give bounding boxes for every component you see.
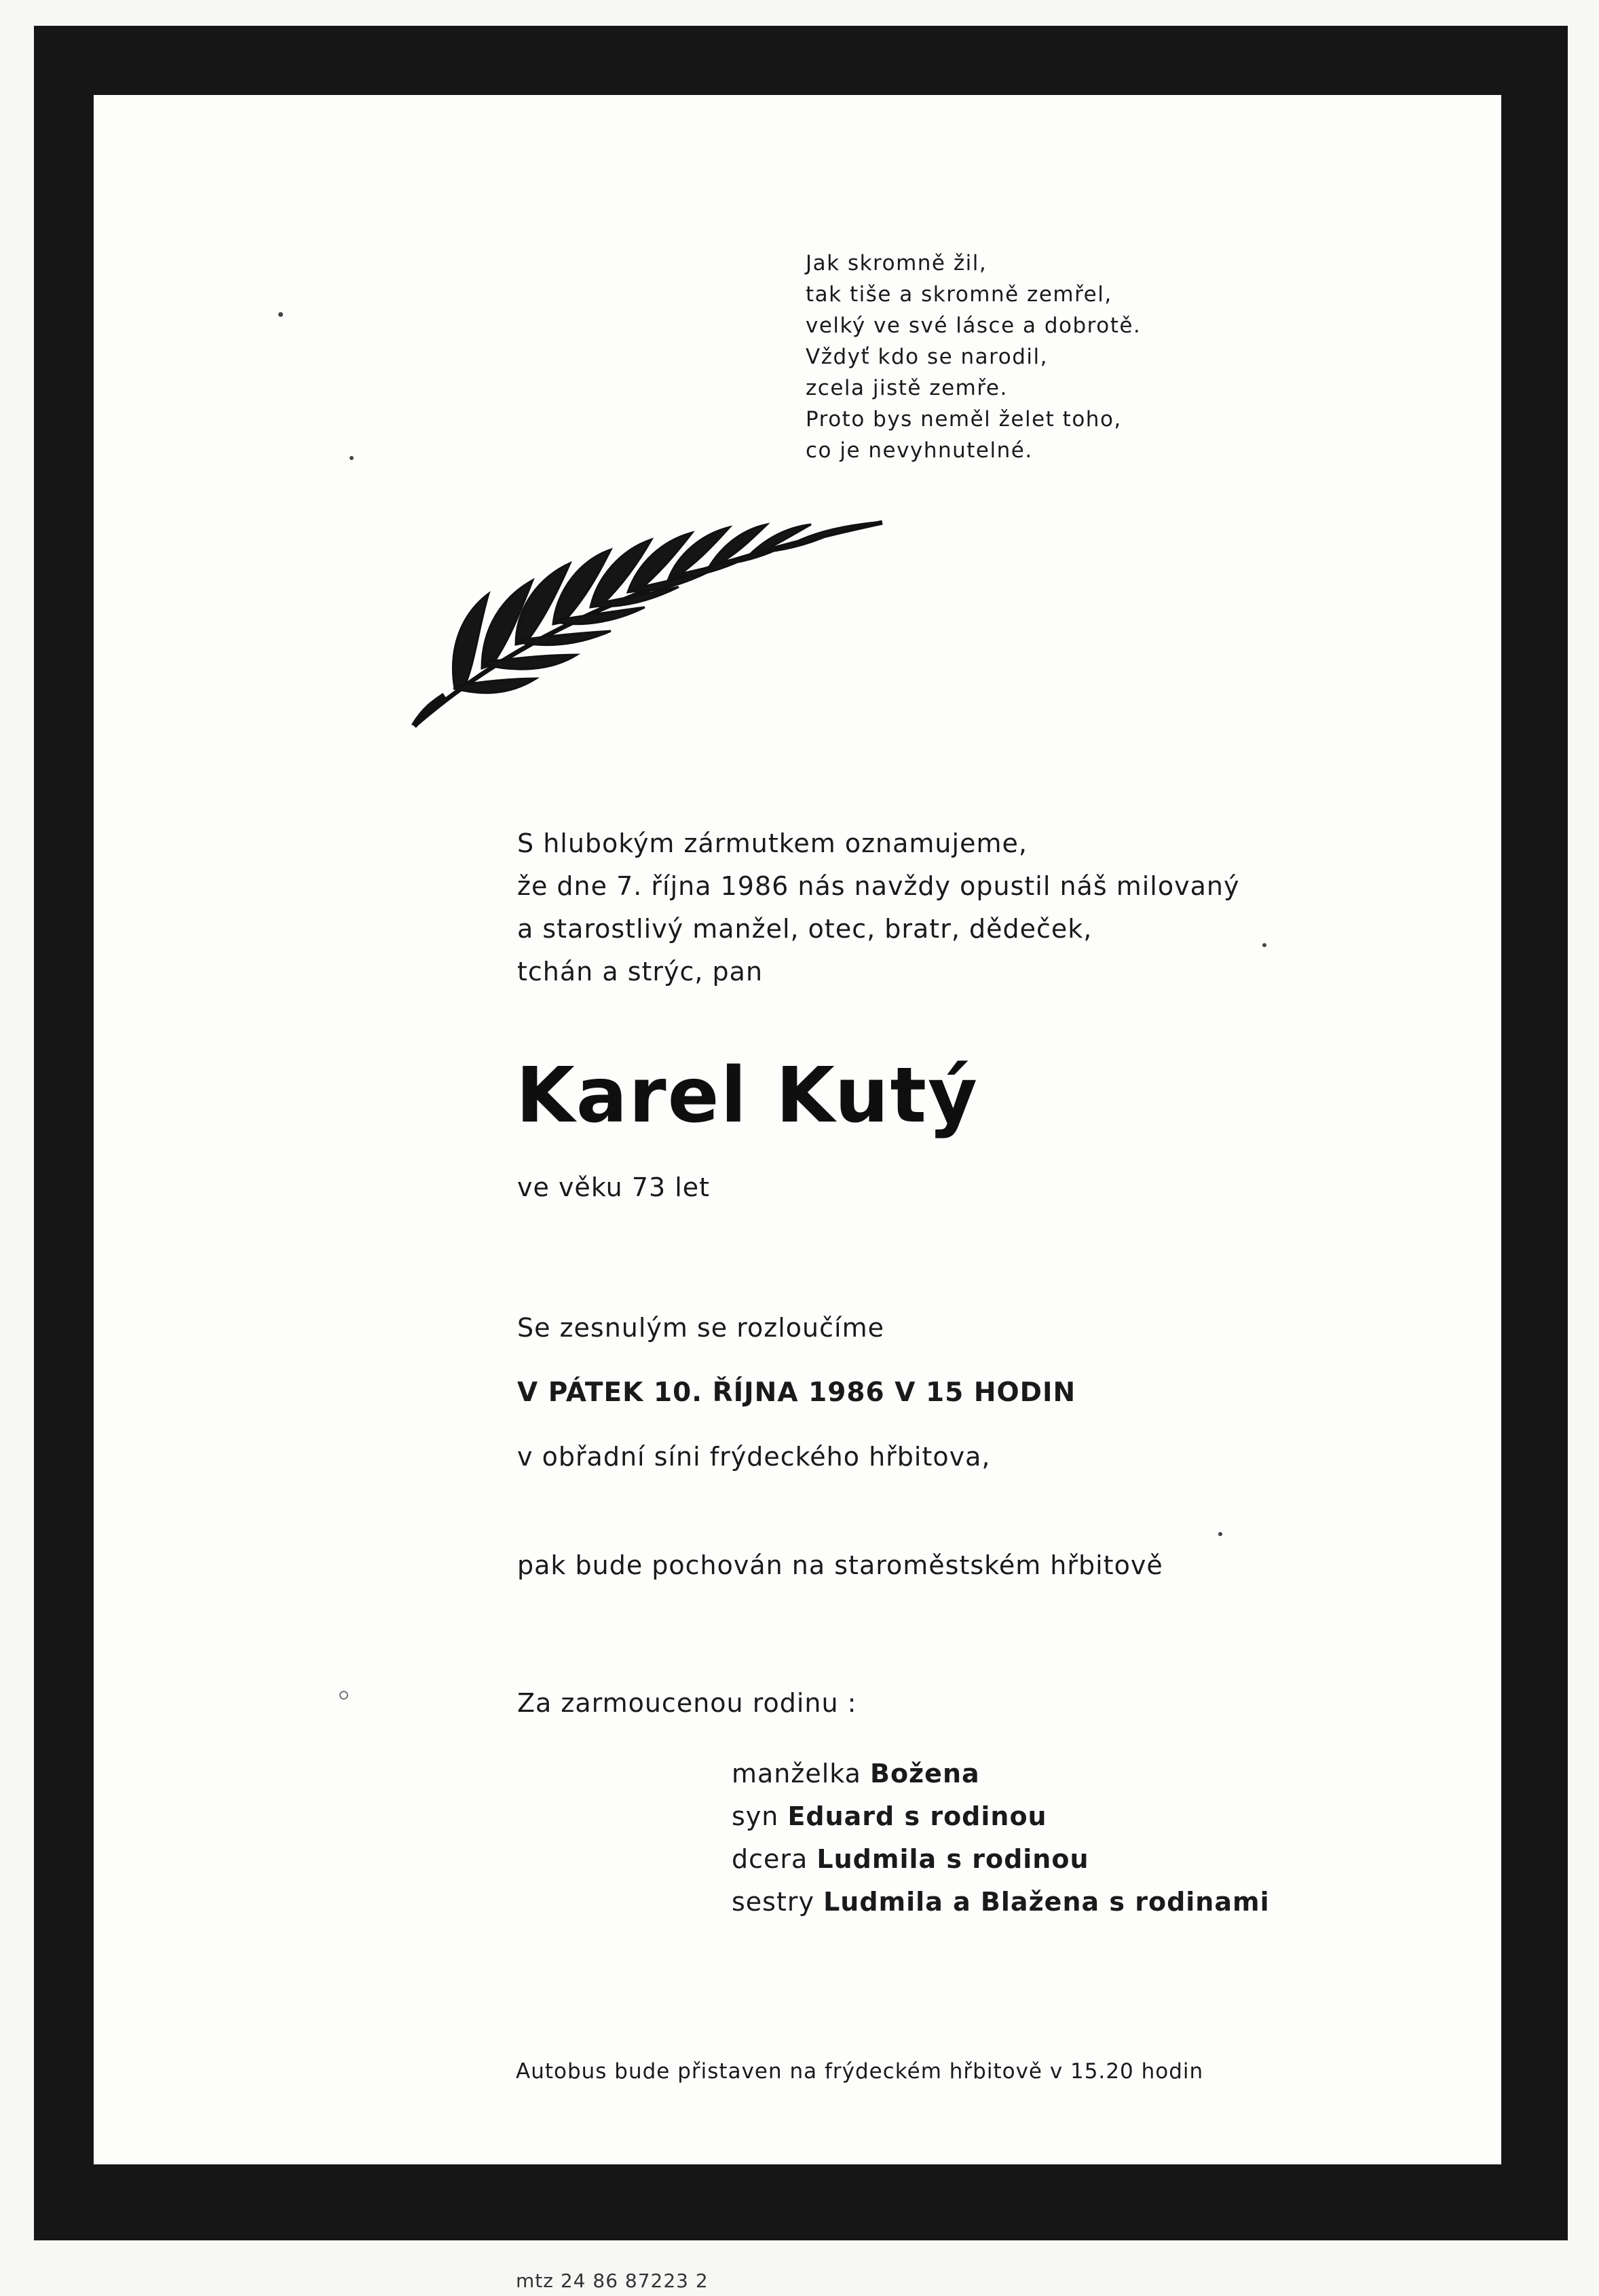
family-relation: manželka [732,1759,870,1788]
print-code: mtz 24 86 87223 2 [516,2270,709,2292]
paper-speck [1262,943,1266,947]
family-names: Ludmila a Blažena s rodinami [823,1887,1270,1917]
family-names: Ludmila s rodinou [816,1844,1089,1874]
mourning-border-left [34,26,94,2240]
announcement [517,822,1399,993]
ceremony-place: v obřadní síni frýdeckého hřbitova, [517,1442,991,1472]
mourning-border-top [34,26,1568,95]
poem-line: Vždyť kdo se narodil, [806,345,1048,369]
paper-speck [339,1691,348,1700]
mourning-border-bottom [34,2164,1568,2240]
announcement-line: S hlubokým zármutkem oznamujeme, [517,828,1028,858]
family-names: Božena [869,1759,980,1788]
family-intro: Za zarmoucenou rodinu : [517,1688,857,1718]
poem-line: Proto bys neměl želet toho, [806,407,1122,432]
poem-line: co je nevyhnutelné. [806,438,1033,463]
family-relation: syn [732,1801,788,1831]
family-relation: dcera [732,1844,817,1874]
poem [806,248,1226,466]
paper-speck [350,456,354,460]
family-list [732,1753,1270,1924]
burial-text: pak bude pochován na staroměstském hřbitově [517,1550,1163,1580]
poem-line: tak tiše a skromně zemřel, [806,282,1112,307]
family-names: Eduard s rodinou [787,1801,1047,1831]
mourning-border-right [1501,26,1568,2240]
deceased-name: Karel Kutý [516,1052,979,1140]
bus-note: Autobus bude přistaven na frýdeckém hřbitově v 15.20 hodin [516,2059,1204,2084]
palm-branch-icon [407,492,896,736]
poem-line: velký ve své lásce a dobrotě. [806,313,1142,338]
announcement-line: a starostlivý manžel, otec, bratr, dědeček, [517,914,1093,944]
poem-line: Jak skromně žil, [806,251,987,275]
announcement-line: tchán a strýc, pan [517,957,764,987]
family-relation: sestry [732,1887,824,1917]
ceremony-datetime: V PÁTEK 10. ŘÍJNA 1986 V 15 HODIN [517,1377,1076,1408]
paper-speck [1218,1532,1222,1536]
family-member [732,1838,1270,1881]
deceased-age: ve věku 73 let [517,1172,711,1202]
family-member [732,1881,1270,1924]
paper-speck [278,312,283,317]
farewell-text: Se zesnulým se rozloučíme [517,1313,884,1343]
announcement-line: že dne 7. října 1986 nás navždy opustil náš milovaný [517,871,1240,901]
poem-line: zcela jistě zemře. [806,376,1008,400]
family-member [732,1795,1270,1838]
family-member [732,1753,1270,1795]
